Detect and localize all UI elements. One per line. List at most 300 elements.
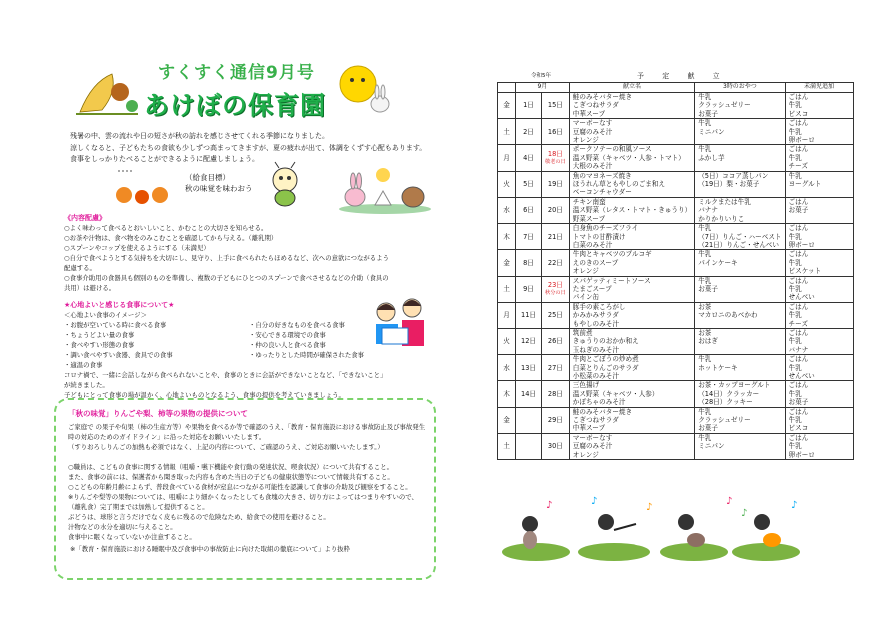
dish-cell-line: 白菜とりんごのサラダ	[572, 363, 639, 372]
date-2-cell	[542, 93, 570, 119]
snack-cell	[695, 171, 785, 197]
extra-cell-line: ごはん	[788, 224, 809, 233]
extra-cell-line: 牛乳	[788, 363, 802, 372]
day-of-week-cell-line: 土	[503, 127, 510, 136]
dish-cell-line: 小松菜のみそ汁	[572, 372, 619, 380]
extra-cell-line: 牛乳	[788, 258, 802, 267]
dish-cell	[569, 119, 694, 145]
snack-cell-line: お菓子	[698, 424, 718, 433]
extra-cell-line: ヨーグルト	[788, 180, 822, 189]
care-item: ○お茶や汁物は、食べ物をのみこむことを確認してから与える。（離乳期）	[64, 234, 278, 242]
svg-text:♪: ♪	[646, 502, 653, 513]
dish-cell	[569, 171, 694, 197]
snack-cell-line: お茶・カップヨーグルト	[698, 381, 771, 390]
dish-cell-line: かぼちゃのみそ汁	[572, 398, 626, 407]
goal-label: （給食目標）	[185, 173, 230, 182]
day-of-week-cell	[498, 407, 516, 433]
svg-text:♪: ♪	[546, 500, 553, 511]
extra-cell-line: 牛乳	[788, 284, 802, 293]
date-2-cell	[542, 302, 570, 328]
dish-cell-line: オレンジ	[572, 267, 599, 276]
dish-cell-line: たまごスープ	[572, 284, 612, 293]
day-of-week-cell	[498, 197, 516, 223]
day-of-week-cell	[498, 250, 516, 276]
day-of-week-cell-line: 金	[503, 258, 510, 267]
notice-line: 時の対応のためのガイドライン」に沿った対応をお願いいたします。	[68, 433, 266, 441]
notice-line	[68, 452, 425, 462]
dish-cell-line: ほうれん草ともやしのごま和え	[572, 180, 666, 189]
snack-cell-line: お茶	[698, 302, 712, 311]
notice-line: ぶどうは、球形と言うだけでなく皮もに残るので危険なため、給食での使用を避けること。	[68, 513, 330, 521]
notice-line: 食事中に眠くなっていないか注意すること。	[68, 533, 196, 541]
day-of-week-cell	[498, 433, 516, 459]
snack-cell	[695, 355, 785, 381]
care-item: ○食事介助用の食器具も個別のものを準備し、複数の子どもにひとつのスプーンで食べさせるなどの介助（食具の	[64, 274, 389, 282]
day-of-week-cell	[498, 381, 516, 407]
section-subheading: ＜心地よい食事のイメージ＞	[64, 311, 147, 319]
svg-text:♪: ♪	[726, 496, 733, 507]
menu-row	[498, 145, 854, 171]
extra-cell-line: 牛乳	[788, 101, 802, 110]
section-heading: 「秋の味覚」りんごや梨、柿等の果物の提供について	[68, 409, 248, 418]
reading-children-illustration	[368, 298, 430, 354]
date-1-cell-line: 4日	[523, 153, 534, 162]
day-of-week-cell-line: 木	[503, 389, 510, 398]
dish-cell-line: 鮭のみそバター焼き	[572, 407, 633, 416]
snack-cell-line: お茶	[698, 328, 712, 337]
dish-cell	[569, 197, 694, 223]
date-1-cell	[516, 407, 542, 433]
date-2-cell	[542, 381, 570, 407]
snack-cell	[695, 119, 785, 145]
extra-cell-line: 卵ボーロ	[788, 240, 815, 249]
meal-paragraph-line: コロナ禍で、一緒に会話しながら食べられないことや、食事のときに会話ができないことなど、「できないこと」	[64, 371, 387, 379]
date-2-cell	[542, 197, 570, 223]
fruit-illustration	[110, 165, 180, 207]
dish-cell-line: 温ス野菜（キャベツ・人参）	[572, 389, 659, 398]
extra-cell-line: 牛乳	[788, 153, 802, 162]
day-of-week-cell-line: 火	[503, 180, 510, 189]
extra-cell-line: ごはん	[788, 250, 809, 259]
date-1-cell-line: 6日	[523, 206, 534, 215]
extra-cell-line: 牛乳	[788, 311, 802, 320]
intro-line: 残暑の中、雲の流れや日の短さが秋の訪れを感じさせてくれる季節になりました。	[70, 132, 329, 140]
dish-cell-line: オレンジ	[572, 136, 599, 145]
day-of-week-cell	[498, 302, 516, 328]
day-of-week-cell	[498, 355, 516, 381]
dish-cell-line: 中華スープ	[572, 109, 606, 118]
snack-cell-line: 牛乳	[698, 119, 712, 128]
extra-cell	[785, 381, 853, 407]
date-2-cell-line: 20日	[547, 206, 563, 215]
date-2-cell	[542, 250, 570, 276]
meal-image-item: ・自分の好きなものを食べる食事	[249, 321, 345, 329]
dish-cell-line: パイン缶	[572, 293, 600, 302]
date-2-cell	[542, 407, 570, 433]
date-2-cell-line: 27日	[547, 363, 563, 372]
extra-cell-line: バナナ	[788, 345, 809, 354]
dish-cell-line: トマトの甘酢漬け	[572, 232, 626, 241]
dish-cell-line: こぎつねサラダ	[572, 416, 619, 425]
source-note: ※「教育・保育施設における睡眠中及び食事中の事故防止に向けた取組の徹底について」より抜粋	[70, 545, 351, 553]
extra-cell-line: ビスケット	[788, 267, 822, 276]
dish-cell-line: 温ス野菜（レタス・トマト・きゅうり）	[572, 206, 692, 215]
dish-cell	[569, 407, 694, 433]
dish-cell	[569, 355, 694, 381]
svg-text:♪: ♪	[741, 508, 748, 519]
extra-cell	[785, 328, 853, 354]
day-of-week-cell-line: 木	[503, 232, 510, 241]
extra-cell	[785, 433, 853, 459]
notice-line: また、食事の前には、保護者から聞き取った内容も含めた当日の子どもの健康状態等について情報共有すること。	[68, 473, 394, 481]
snack-cell-line: 牛乳	[698, 355, 712, 364]
snack-cell	[695, 197, 785, 223]
dish-cell	[569, 250, 694, 276]
snack-cell-line: （28日）クッキー	[698, 398, 753, 407]
content-care-section	[64, 213, 434, 293]
intro-paragraph	[70, 131, 430, 166]
meal-image-item: ・ちょうどよい量の食事	[64, 331, 135, 339]
menu-row	[498, 381, 854, 407]
intro-line: 食事をしっかりたべることができるように配慮しましょう。	[70, 155, 259, 163]
snack-cell-line: ふかし芋	[698, 153, 725, 162]
extra-cell	[785, 224, 853, 250]
meal-image-item: ・食べやすい形態の食事	[64, 341, 135, 349]
snack-cell-line: バナナ	[698, 206, 718, 215]
date-1-cell	[516, 224, 542, 250]
dish-cell-line: 鮭のみそバター焼き	[572, 93, 633, 101]
moon-rabbit-illustration	[336, 62, 396, 117]
date-2-cell	[542, 355, 570, 381]
date-2-cell-line: 26日	[547, 337, 563, 346]
snack-cell	[695, 381, 785, 407]
extra-cell-line: ごはん	[788, 276, 809, 285]
date-1-cell	[516, 93, 542, 119]
day-of-week-cell	[498, 119, 516, 145]
extra-cell-line: 牛乳	[788, 416, 802, 425]
notice-line: ○職員は、こどもの食事に関する情報（咀嚼・嚥下機能や食行動の発達状況、喫食状況）について共有すること。	[68, 463, 393, 471]
day-of-week-cell	[498, 276, 516, 302]
header-day	[498, 83, 516, 93]
day-of-week-cell-line: 水	[503, 206, 510, 215]
day-of-week-cell	[498, 145, 516, 171]
dish-cell-line: 三色揚げ	[572, 381, 600, 390]
snack-cell	[695, 250, 785, 276]
care-item: 共用）は避ける。	[64, 284, 116, 292]
dish-cell-line: スパゲッティミートソース	[572, 276, 651, 285]
dish-cell-line: 豆腐のみそ汁	[572, 442, 613, 451]
date-1-cell-line: 2日	[523, 127, 534, 136]
notice-line: ○こどもの年齢月齢によらず、普段食べている食材が窒息につながる可能性を認識して食事の介助及び観察をすること。	[68, 483, 412, 491]
meal-image-item: ・安心できる環境での食事	[249, 331, 326, 339]
dish-cell	[569, 93, 694, 119]
snack-cell-line: （14日）クラッカー	[698, 389, 760, 398]
day-of-week-cell-line: 月	[503, 153, 510, 162]
menu-table	[497, 82, 854, 460]
snack-cell	[695, 145, 785, 171]
dish-cell-line: 白身魚のチーズフライ	[572, 224, 639, 233]
lunch-goal	[185, 172, 253, 194]
date-2-cell-line: 30日	[547, 442, 563, 451]
menu-row	[498, 355, 854, 381]
snack-cell	[695, 302, 785, 328]
date-1-cell	[516, 250, 542, 276]
date-2-cell	[542, 171, 570, 197]
snack-cell	[695, 407, 785, 433]
menu-title: 予 定 献 立	[637, 72, 728, 80]
dish-cell-line: 魚のマヨネーズ焼き	[572, 171, 632, 180]
snack-cell	[695, 224, 785, 250]
section-heading: 《内容配慮》	[64, 214, 106, 222]
extra-cell-line: せんべい	[788, 293, 815, 302]
extra-cell	[785, 145, 853, 171]
date-2-cell-line: 16日	[547, 127, 563, 136]
snack-cell-line: ミルクまたは牛乳	[698, 197, 751, 206]
extra-cell-line: ごはん	[788, 433, 809, 442]
dish-cell-line: 玉ねぎのみそ汁	[572, 345, 619, 354]
dish-cell-line: こぎつねサラダ	[572, 101, 619, 110]
extra-cell-line: 牛乳	[788, 171, 802, 180]
menu-row	[498, 302, 854, 328]
extra-cell	[785, 197, 853, 223]
menu-row	[498, 224, 854, 250]
date-2-cell-line: 23日	[547, 280, 563, 289]
extra-cell-line: ごはん	[788, 302, 809, 311]
dish-cell	[569, 381, 694, 407]
extra-cell-line: せんべい	[788, 372, 815, 380]
extra-cell	[785, 171, 853, 197]
snack-cell-line: 牛乳	[698, 145, 712, 154]
day-of-week-cell-line: 土	[503, 284, 510, 293]
section-heading: ★心地よいと感じる食事について★	[64, 301, 175, 309]
date-1-cell-line: 8日	[523, 258, 534, 267]
header-dish: 献立名	[569, 83, 694, 93]
svg-text:♪: ♪	[791, 500, 798, 511]
dish-cell-line: 豆腐のみそ汁	[572, 127, 613, 136]
dish-cell-line: 牛肉とごぼうの炒め煮	[572, 355, 639, 364]
dish-cell-line: マーボーなす	[572, 119, 613, 128]
dish-cell-line: 中華スープ	[572, 424, 606, 433]
extra-cell-line: チーズ	[788, 162, 808, 171]
menu-row	[498, 93, 854, 119]
dish-cell-line: ベーコンチャウダー	[572, 188, 632, 197]
dish-cell-line: 野菜スープ	[572, 214, 606, 223]
menu-row	[498, 119, 854, 145]
snack-cell-line: おはぎ	[698, 337, 718, 346]
day-of-week-cell-line: 金	[503, 101, 510, 110]
extra-cell-line: ごはん	[788, 407, 809, 416]
date-1-cell-line: 13日	[521, 363, 536, 372]
day-of-week-cell-line: 金	[503, 416, 510, 425]
menu-row	[498, 276, 854, 302]
notice-line: ご家庭で の果子や旬果（柿の生産方等）や果物を食べるか等で確認のうえ、「教育・保育施設における事故防止及び事故発生	[68, 423, 426, 431]
date-1-cell-line: 7日	[523, 232, 534, 241]
extra-cell-line: 卵ボーロ	[788, 450, 815, 459]
snack-cell-line: パインケーキ	[698, 258, 738, 267]
date-2-cell	[542, 276, 570, 302]
extra-cell-line: ごはん	[788, 328, 809, 337]
date-2-cell	[542, 328, 570, 354]
extra-cell-line: ごはん	[788, 355, 809, 364]
date-2-cell-line: 25日	[547, 311, 563, 320]
date-2-cell-line: 28日	[547, 389, 563, 398]
snack-cell-line: 牛乳	[698, 407, 712, 416]
dish-cell	[569, 302, 694, 328]
extra-cell	[785, 250, 853, 276]
snack-cell-line: （21日）りんご・せんべい	[698, 240, 779, 249]
meal-paragraph-line: が続きました。	[64, 381, 109, 389]
notice-line: ※りんごや梨等の果物については、咀嚼により細かくなったとしても食塊の大きさ、切り方によってはつまりやすいので、	[68, 493, 418, 501]
bug-mascot-illustration	[255, 160, 315, 208]
snack-cell-line: ミニパン	[698, 442, 725, 451]
dish-cell-line: 筑前煮	[572, 328, 593, 337]
intro-line: 涼しくなると、子どもたちの食欲も少しずつ高まってきますが、夏の疲れが出て、体調をくずす心配もあります。	[70, 143, 427, 152]
extra-cell	[785, 407, 853, 433]
date-2-cell-line: 22日	[547, 258, 563, 267]
care-item: ○自分で食べようとする気持ちを大切にし、見守り、上手に食べられたらほめるなど、次への意欲につながるよう	[64, 254, 389, 262]
dish-cell	[569, 276, 694, 302]
date-1-cell	[516, 302, 542, 328]
extra-cell-line: ビスコ	[788, 424, 809, 433]
extra-cell-line: ごはん	[788, 197, 809, 206]
notice-line: （離乳食）完了期までは加熱して提供すること。	[68, 503, 209, 511]
date-1-cell-line: 9日	[523, 284, 534, 293]
extra-cell	[785, 302, 853, 328]
date-2-cell-line: 15日	[547, 101, 563, 110]
dish-cell-line: 大根のみそ汁	[572, 162, 613, 171]
dish-cell-line: えのきのスープ	[572, 258, 619, 267]
extra-cell-line: 牛乳	[788, 337, 802, 346]
date-1-cell	[516, 145, 542, 171]
newsletter-title: すくすく通信9月号	[158, 63, 315, 83]
meal-image-item: ・仲の良い人と食べる食事	[249, 341, 326, 349]
dish-cell	[569, 145, 694, 171]
era-year: 令和5年	[531, 73, 551, 79]
notice-line: 汁物などの水分を適切に与えること。	[68, 523, 177, 531]
date-1-cell-line: 12日	[521, 337, 536, 346]
day-of-week-cell	[498, 224, 516, 250]
comfortable-meal-section	[64, 300, 387, 400]
snack-cell-line: 牛乳	[698, 276, 712, 285]
extra-cell-line: お菓子	[788, 206, 809, 215]
date-1-cell	[516, 276, 542, 302]
dish-cell-line: きゅうりのおかか和え	[572, 337, 639, 346]
header-snack: 3時のおやつ	[695, 83, 785, 93]
snack-cell	[695, 276, 785, 302]
extra-cell	[785, 276, 853, 302]
snack-cell	[695, 328, 785, 354]
extra-cell-line: ごはん	[788, 381, 809, 390]
date-1-cell-line: 14日	[521, 389, 536, 398]
dish-cell-line: マーボーなす	[572, 433, 613, 442]
extra-cell-line: 牛乳	[788, 232, 802, 241]
care-item: ○スプーンやコップを使えるようにする（未満児）	[64, 244, 210, 252]
snack-cell-line: クラッシュゼリー	[698, 416, 751, 425]
snack-cell-line: クラッシュゼリー	[698, 101, 751, 110]
dish-cell	[569, 433, 694, 459]
date-1-cell	[516, 328, 542, 354]
extra-cell	[785, 119, 853, 145]
dish-cell	[569, 224, 694, 250]
extra-cell-line: ごはん	[788, 119, 809, 128]
goal-text: 秋の味覚を味わおう	[185, 184, 253, 193]
dish-cell-line: もやしのみそ汁	[572, 319, 619, 328]
date-1-cell-line: 1日	[523, 101, 534, 110]
menu-header-row	[498, 83, 854, 93]
date-1-cell	[516, 381, 542, 407]
snack-cell-line: （5日）ココア蒸しパン	[698, 171, 769, 180]
dish-cell-line: オレンジ	[572, 450, 599, 459]
header-extra: 未満児追加	[785, 83, 853, 93]
date-1-cell	[516, 433, 542, 459]
extra-cell-line: 牛乳	[788, 127, 802, 136]
meal-image-item: ・ゆったりとした時間が確保された食事	[249, 351, 364, 359]
day-of-week-cell-line: 月	[503, 311, 510, 320]
notice-line: （すりおろしりんごの加熱も必須ではなく、上記の内容について、ご確認のうえ、ご対応お願いいたします。）	[68, 443, 384, 451]
snack-cell-line: お菓子	[698, 109, 718, 118]
care-item: ○よく味わって食べるとおいしいこと、かむことの大切さを知らせる。	[64, 224, 268, 232]
date-1-cell	[516, 119, 542, 145]
menu-row	[498, 407, 854, 433]
snack-cell-line: マカロニのあべかわ	[698, 311, 758, 320]
date-2-cell-line: 19日	[547, 180, 563, 189]
menu-row	[498, 250, 854, 276]
snack-cell-line: （19日）梨・お菓子	[698, 180, 760, 189]
dish-cell-line: チキン南蛮	[572, 197, 606, 206]
snack-cell-line: かりかりいりこ	[698, 214, 745, 223]
snack-cell-line: 牛乳	[698, 93, 712, 101]
day-of-week-cell	[498, 93, 516, 119]
extra-cell-line: 牛乳	[788, 389, 802, 398]
snack-cell-line: 牛乳	[698, 224, 712, 233]
meal-image-item: ・調い食べやすい食器、食具での食事	[64, 351, 173, 359]
menu-row	[498, 171, 854, 197]
extra-cell	[785, 355, 853, 381]
date-2-cell-line: 敬老の日	[545, 159, 566, 166]
day-of-week-cell	[498, 328, 516, 354]
day-of-week-cell-line: 水	[503, 363, 510, 372]
dish-cell-line: ポークソテーの和風ソース	[572, 145, 652, 154]
extra-cell-line: お菓子	[788, 398, 809, 407]
snack-cell	[695, 433, 785, 459]
day-of-week-cell	[498, 171, 516, 197]
date-1-cell	[516, 171, 542, 197]
snack-cell-line: （7日）りんご・ハーベスト	[698, 232, 782, 241]
date-2-cell	[542, 145, 570, 171]
extra-cell-line: ビスコ	[788, 109, 809, 118]
date-2-cell	[542, 224, 570, 250]
dish-cell-line: かみかみサラダ	[572, 311, 619, 320]
meal-image-item: ・適温の食事	[64, 361, 103, 369]
snack-cell-line: ミニパン	[698, 127, 725, 136]
dish-cell	[569, 328, 694, 354]
day-of-week-cell-line: 土	[503, 442, 510, 451]
dish-cell-line: 豚手の素ころがし	[572, 302, 626, 311]
meal-paragraph-line: 子どもにとって食事の場が温かく、心地よいものとなるよう、食事の提供を考えていきましょう。	[64, 391, 345, 399]
extra-cell-line: 卵ボーロ	[788, 136, 815, 145]
date-1-cell-line: 5日	[523, 180, 534, 189]
date-1-cell-line: 11日	[521, 311, 536, 320]
dish-cell-line: 温ス野菜（キャベツ・人参・トマト）	[572, 153, 685, 162]
menu-row	[498, 197, 854, 223]
date-2-cell	[542, 119, 570, 145]
extra-cell-line: ごはん	[788, 93, 809, 101]
date-2-cell	[542, 433, 570, 459]
extra-cell-line: 牛乳	[788, 442, 802, 451]
dish-cell-line: 白菜のみそ汁	[572, 240, 613, 249]
snack-cell-line: 牛乳	[698, 433, 712, 442]
rabbits-picnic-illustration	[335, 165, 435, 215]
